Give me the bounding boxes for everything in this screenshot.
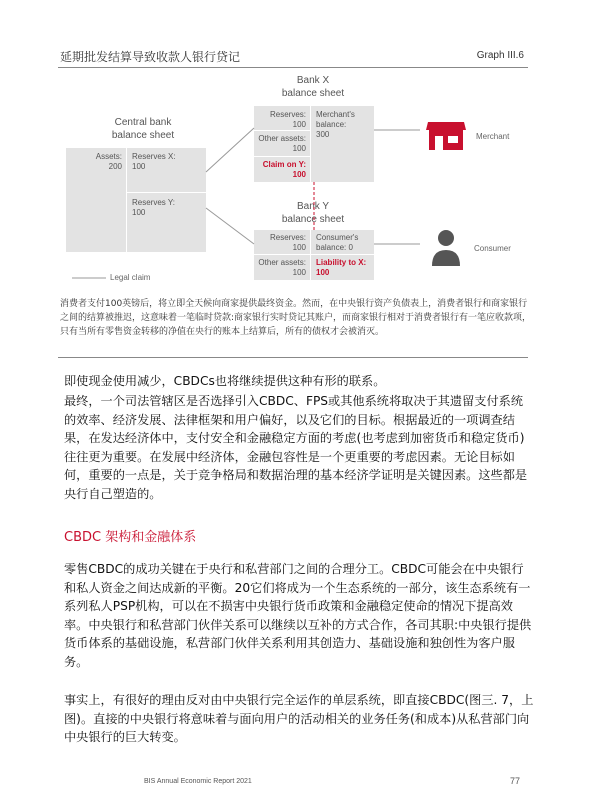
by-other-assets-label: Other assets: [258, 258, 306, 267]
consumer-label: Consumer [474, 244, 511, 253]
bx-other-assets-label: Other assets: [258, 134, 306, 143]
bx-merchant-balance-value: 300 [316, 130, 330, 139]
body-paragraph-2: 最终，一个司法管辖区是否选择引入CBDC、FPS或其他系统将取决于其遗留支付系统的效率、经济发展、法律框架和用户偏好，以及它们的目标。根据最近的一项调查结果，在发达经济体中，支付安全和金融稳定方面的考虑(也考虑到加密货币和稳定货币)往往更为重要。在发展中经济体，金融包容性是一个更重要的考虑因素。无论目标如何，重要的一点是，关于竞争格局和数据治理的基本经济学证明是关键因素。这些都是央行自己塑造的。 [64, 394, 528, 501]
cb-assets-value: 200 [108, 162, 122, 171]
note-rule [58, 357, 528, 358]
cb-to-bank-x-line [206, 128, 254, 172]
by-reserves-label: Reserves: [269, 233, 306, 242]
cb-reserves-y-value: 100 [132, 208, 146, 217]
by-other-assets-value: 100 [292, 268, 306, 277]
cb-assets-label: Assets: [95, 152, 122, 161]
cb-reserves-x-value: 100 [132, 162, 146, 171]
section-paragraph-2: 事实上，有很好的理由反对由中央银行完全运作的单层系统，即直接CBDC(图三. 7，上图)。直接的中央银行将意味着与面向用户的活动相关的业务任务(和成本)从私营部门向中央银行的巨大转变。 [64, 693, 534, 744]
footer-report-name: BIS Annual Economic Report 2021 [144, 778, 252, 785]
central-bank-title-line1: Central bank [114, 117, 172, 128]
cb-to-bank-y-line [206, 208, 254, 244]
bx-merchant-balance-label2: balance: [316, 120, 347, 129]
balance-sheet-diagram [58, 68, 530, 290]
by-consumer-balance-label1: Consumer's [316, 233, 359, 242]
bank-y-title-line2: balance sheet [281, 214, 345, 225]
bank-x-title-line2: balance sheet [281, 88, 345, 99]
cb-reserves-x-label: Reserves X: [132, 152, 176, 161]
graph-label: Graph III.6 [476, 50, 524, 61]
cb-reserves-y-label: Reserves Y: [132, 198, 175, 207]
section-title: CBDC 架构和金融体系 [64, 530, 197, 545]
section-paragraph-1: 零售CBDC的成功关键在于央行和私营部门之间的合理分工。CBDC可能会在中央银行和私人资金之间达成新的平衡。20它们将成为一个生态系统的一部分，该生态系统有一系列私人PSP机构，可以在不损害中央银行货币政策和金融稳定使命的情况下提高效率。中央银行和私营部门伙伴关系可以继续以互补的方式合作，各司其职:中央银行提供货币体系的基础设施，私营部门伙伴关系利用其创造力、基础设施和独创性为客户服务。 [64, 562, 532, 669]
bx-reserves-value: 100 [292, 120, 306, 129]
by-liability-value: 100 [316, 268, 330, 277]
body-paragraph-1: 即使现金使用减少，CBDCs也将继续提供这种有形的联系。 [64, 374, 386, 388]
store-icon [424, 114, 468, 152]
by-liability-label: Liability to X: [316, 258, 367, 267]
bank-y-title-line1: Bank Y [296, 201, 330, 212]
person-icon [428, 228, 464, 268]
page-number: 77 [510, 776, 521, 786]
central-bank-title-line2: balance sheet [111, 130, 175, 141]
merchant-label: Merchant [476, 132, 510, 141]
by-consumer-balance-label2: balance: 0 [316, 243, 353, 252]
bx-claim-value: 100 [292, 170, 306, 179]
legend-label: Legal claim [110, 273, 151, 282]
bx-merchant-balance-label1: Merchant's [316, 110, 355, 119]
bx-claim-label: Claim on Y: [262, 160, 306, 169]
bank-x-title-line1: Bank X [296, 75, 330, 86]
by-reserves-value: 100 [292, 243, 306, 252]
page-header-title: 延期批发结算导致收款人银行贷记 [60, 50, 241, 64]
graph-note: 消费者支付100英镑后，将立即全天候向商家提供最终资金。然而，在中央银行资产负债表上，消费者银行和商家银行之间的结算被推迟，这意味着一笔临时贷款:商家银行实时贷记其账户，而商家银行相对于消费者银行有一笔应收款项，只有当所有零售资金转移的净值在央行的账本上结算后，所有的债权才会被消灭。 [60, 299, 532, 337]
bx-reserves-label: Reserves: [269, 110, 306, 119]
bx-other-assets-value: 100 [292, 144, 306, 153]
